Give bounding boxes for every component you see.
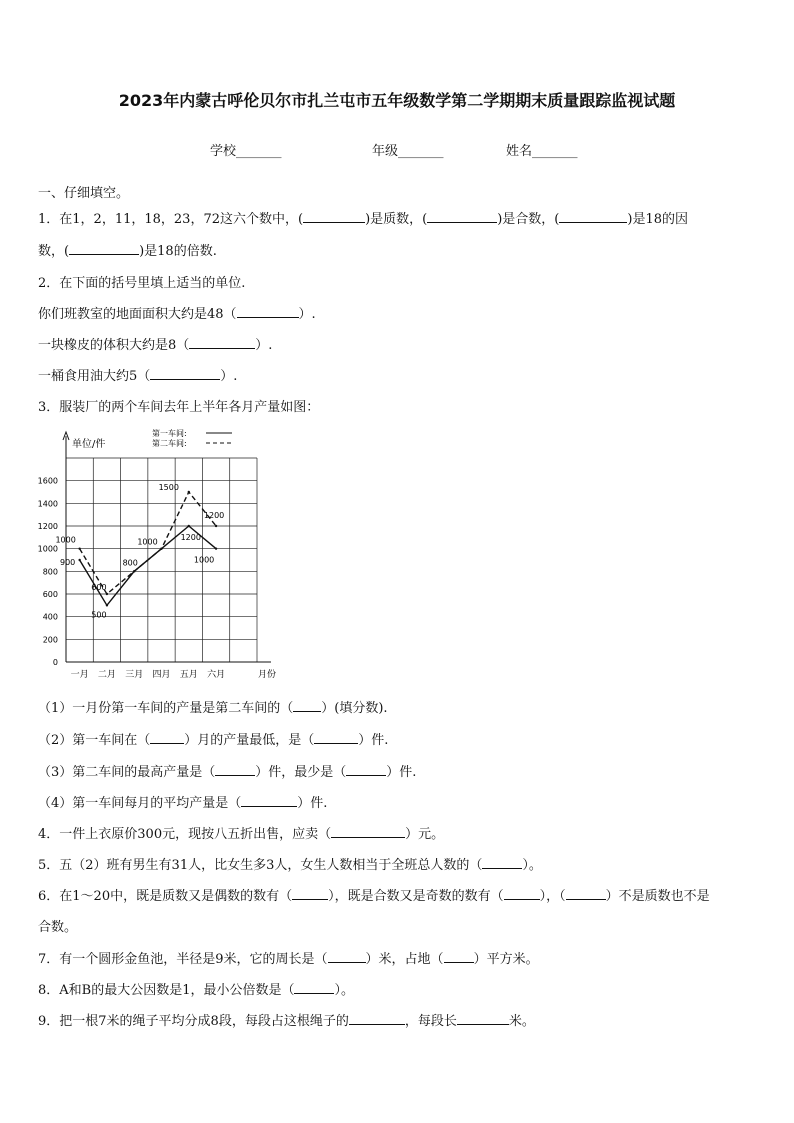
y-tick-label: 1600 <box>37 476 58 486</box>
answer-blank[interactable] <box>294 981 334 994</box>
section-heading: 一、仔细填空。 <box>38 186 130 201</box>
answer-blank[interactable] <box>346 763 386 776</box>
question-2-line-1: 你们班教室的地面面积大约是48（ ）. <box>38 307 316 322</box>
data-label: 800 <box>122 558 138 568</box>
y-tick-label: 1000 <box>37 544 58 554</box>
chart-ticks <box>38 477 276 680</box>
x-tick-label: 一月 <box>70 670 89 680</box>
data-label: 1200 <box>180 533 201 542</box>
chart-axes <box>63 432 271 662</box>
data-point <box>106 593 108 595</box>
question-3-part-3: （3）第二车间的最高产量是（ ）件，最少是（ ）件. <box>38 765 417 780</box>
data-label: 1200 <box>203 511 225 520</box>
answer-blank[interactable] <box>427 210 497 223</box>
data-label: 1000 <box>193 555 215 565</box>
question-8: 8．A和B的最大公因数是1，最小公倍数是（ ）。 <box>38 983 354 998</box>
x-tick-label: 五月 <box>179 670 198 680</box>
y-tick-label: 0 <box>52 658 58 667</box>
chart-legend <box>152 428 232 448</box>
y-tick-label: 1400 <box>37 499 58 509</box>
question-3-part-1: （1）一月份第一车间的产量是第二车间的（ ）(填分数). <box>38 701 388 716</box>
x-tick-label: 六月 <box>207 670 226 680</box>
question-9: 9．把一根7米的绳子平均分成8段，每段占这根绳子的 ，每段长 米。 <box>38 1014 535 1029</box>
legend-label: 第二车间: <box>152 439 187 448</box>
answer-blank[interactable] <box>559 210 627 223</box>
data-label: 1000 <box>55 535 76 545</box>
y-tick-label: 400 <box>42 612 58 622</box>
question-2-line-2: 一块橡皮的体积大约是8（ ）. <box>38 338 273 353</box>
answer-blank[interactable] <box>150 731 184 744</box>
data-point <box>78 547 80 549</box>
answer-blank[interactable] <box>349 1012 405 1025</box>
data-label: 900 <box>60 558 76 567</box>
question-2-intro: 2．在下面的括号里填上适当的单位. <box>38 276 246 291</box>
x-tick-label: 三月 <box>125 670 144 680</box>
answer-blank[interactable] <box>241 794 297 807</box>
page-title: 2023年内蒙古呼伦贝尔市扎兰屯市五年级数学第二学期期末质量跟踪监视试题 <box>118 91 676 110</box>
question-6-line-2: 合数。 <box>38 920 78 935</box>
answer-blank[interactable] <box>444 950 474 963</box>
question-5: 5．五（2）班有男生有31人，比女生多3人，女生人数相当于全班总人数的（ ）。 <box>38 858 542 873</box>
y-tick-label: 800 <box>42 567 58 577</box>
x-tick-label: 二月 <box>97 670 116 680</box>
answer-blank[interactable] <box>293 699 321 712</box>
data-point <box>106 604 108 606</box>
question-3-part-2: （2）第一车间在（ ）月的产量最低，是（ ）件. <box>38 733 389 748</box>
question-2-line-3: 一桶食用油大约5（ ）. <box>38 369 238 384</box>
answer-blank[interactable] <box>314 731 358 744</box>
y-axis-label: 单位/件 <box>72 439 106 450</box>
data-point <box>215 547 217 549</box>
answer-blank[interactable] <box>566 887 606 900</box>
data-label: 1500 <box>158 483 179 492</box>
data-label: 1000 <box>137 537 158 547</box>
data-label: 500 <box>91 610 107 620</box>
question-3-intro: 3．服装厂的两个车间去年上半年各月产量如图： <box>38 400 320 415</box>
question-7: 7．有一个圆形金鱼池，半径是9米，它的周长是（ ）米，占地（ ）平方米。 <box>38 952 539 967</box>
data-point <box>188 525 190 527</box>
question-4: 4．一件上衣原价300元，现按八五折出售，应卖（ ）元。 <box>38 827 445 842</box>
production-line-chart <box>30 420 290 685</box>
data-point <box>133 570 135 572</box>
y-tick-label: 200 <box>42 635 58 645</box>
answer-blank[interactable] <box>504 887 540 900</box>
data-point <box>215 525 217 527</box>
answer-blank[interactable] <box>69 242 139 255</box>
answer-blank[interactable] <box>328 950 366 963</box>
x-tick-label: 四月 <box>152 670 171 680</box>
x-axis-label: 月份 <box>257 670 277 680</box>
question-6-line-1: 6．在1～20中，既是质数又是偶数的数有（ ），既是合数又是奇数的数有（ ），（ ）不是质数也不是 <box>38 889 710 904</box>
question-3-part-4: （4）第一车间每月的平均产量是（ ）件. <box>38 796 328 811</box>
question-1-line-1: 1．在1，2，11，18，23，72这六个数中，( )是质数，( )是合数，( )是18的因 <box>38 212 688 227</box>
answer-blank[interactable] <box>189 336 255 349</box>
data-point <box>160 547 162 549</box>
answer-blank[interactable] <box>482 856 522 869</box>
y-tick-label: 600 <box>42 590 58 599</box>
y-tick-label: 1200 <box>37 522 58 531</box>
answer-blank[interactable] <box>150 367 220 380</box>
answer-blank[interactable] <box>303 210 365 223</box>
question-1-line-2: 数，( )是18的倍数. <box>38 244 217 259</box>
school-field: 学校_______ <box>210 144 282 159</box>
data-point <box>188 491 190 493</box>
name-field: 姓名_______ <box>506 144 578 159</box>
data-point <box>78 559 80 561</box>
legend-label: 第一车间: <box>152 429 187 438</box>
answer-blank[interactable] <box>331 825 405 838</box>
data-label: 600 <box>91 583 107 592</box>
grade-field: 年级_______ <box>372 144 444 159</box>
answer-blank[interactable] <box>215 763 255 776</box>
answer-blank[interactable] <box>457 1012 509 1025</box>
answer-blank[interactable] <box>237 305 299 318</box>
answer-blank[interactable] <box>292 887 328 900</box>
